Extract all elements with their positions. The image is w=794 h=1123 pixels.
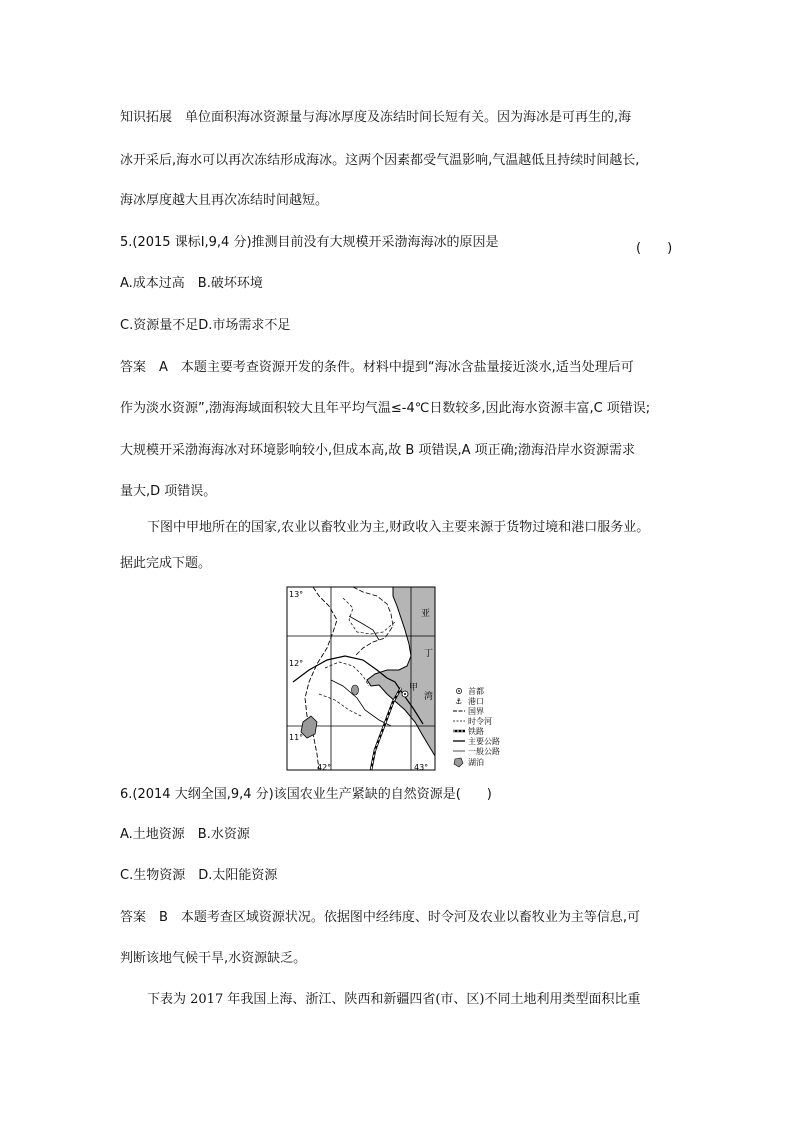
knowledge-line-2: 冰开采后,海水可以再次冻结形成海冰。这两个因素都受气温影响,气温越低且持续时间越长, — [120, 153, 640, 168]
q6-answer-line-2: 判断该地气候干旱,水资源缺乏。 — [120, 951, 307, 966]
q6-answer-line-1: 答案 B 本题考查区域资源状况。依据图中经纬度、时令河及农业以畜牧业为主等信息,可 — [120, 910, 641, 925]
legend-lake: 湖泊 — [468, 758, 484, 767]
q5-options-cd: C.资源量不足D.市场需求不足 — [120, 318, 291, 333]
lon-label-42: 42° — [317, 763, 332, 772]
map-legend — [453, 686, 500, 767]
intro-line-2: 据此完成下题。 — [120, 556, 212, 571]
q5-options-ab: A.成本过高 B.破坏环境 — [120, 276, 263, 291]
knowledge-line-3: 海冰厚度越大且再次冻结时间越短。 — [120, 193, 329, 208]
q5-answer-line-3: 大规模开采渤海海冰对环境影响较小,但成本高,故 B 项错误,A 项正确;渤海沿岸水资源需求 — [120, 443, 635, 458]
lat-label-13: 13° — [289, 590, 304, 599]
map-figure — [283, 586, 513, 772]
lon-label-43: 43° — [414, 763, 429, 772]
legend-main-road: 主要公路 — [468, 737, 500, 746]
lat-label-12: 12° — [289, 659, 304, 668]
legend-port-icon: ⚓ — [455, 697, 463, 706]
lake-2 — [352, 685, 359, 695]
legend-lake-icon — [454, 758, 463, 767]
next-intro-line-1: 下表为 2017 年我国上海、浙江、陕西和新疆四省(市、区)不同土地利用类型面积比重 — [147, 992, 641, 1007]
knowledge-line-1: 知识拓展 单位面积海冰资源量与海冰厚度及冻结时间长短有关。因为海冰是可再生的,海 — [120, 110, 632, 125]
q6-options-cd: C.生物资源 D.太阳能资源 — [120, 868, 278, 883]
sea-label-ding: 丁 — [424, 649, 434, 659]
q5-answer-line-4: 量大,D 项错误。 — [120, 484, 217, 499]
legend-capital: 首都 — [468, 687, 484, 696]
place-label-jia: 甲 — [409, 683, 419, 693]
sea-label-ya: 亚 — [421, 609, 431, 619]
legend-port: 港口 — [468, 697, 484, 706]
legend-boundary: 国界 — [468, 707, 484, 716]
lat-label-11: 11° — [289, 733, 304, 742]
legend-railway: 铁路 — [468, 727, 484, 736]
legend-minor-road: 一般公路 — [468, 747, 500, 756]
intro-line-1: 下图中甲地所在的国家,农业以畜牧业为主,财政收入主要来源于货物过境和港口服务业。 — [147, 520, 650, 535]
sea-label-wan: 湾 — [424, 692, 434, 702]
q6-stem: 6.(2014 大纲全国,9,4 分)该国农业生产紧缺的自然资源是( ) — [120, 787, 492, 802]
q5-stem: 5.(2015 课标Ⅰ,9,4 分)推测目前没有大规模开采渤海海冰的原因是 — [120, 235, 499, 250]
q5-answer-line-1: 答案 A 本题主要考查资源开发的条件。材料中提到“海冰含盐量接近淡水,适当处理后可 — [120, 360, 634, 375]
legend-river: 时令河 — [468, 717, 492, 726]
q5-answer-line-2: 作为淡水资源”,渤海海域面积较大且年平均气温≤-4℃日数较多,因此海水资源丰富,C 项错误; — [120, 401, 651, 416]
q6-options-ab: A.土地资源 B.水资源 — [120, 827, 250, 842]
q5-answer-paren: ( ) — [636, 241, 673, 256]
